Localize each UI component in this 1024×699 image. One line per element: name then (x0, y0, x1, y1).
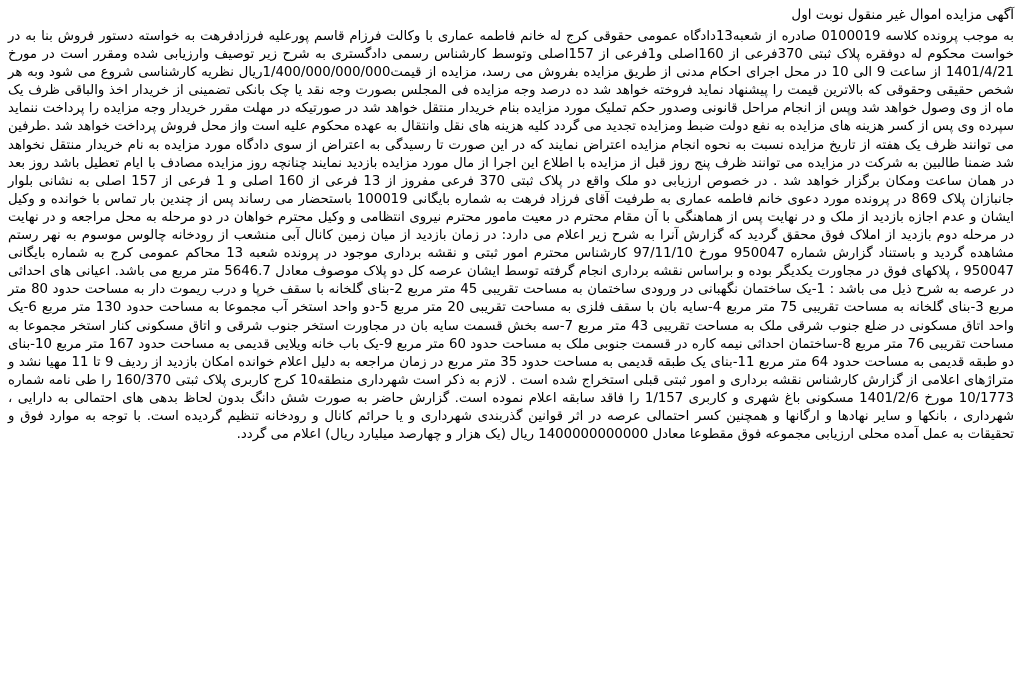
notice-body: به موجب پرونده کلاسه 0100019 صادره از شعبه13دادگاه عمومی حقوقی کرج له خانم فاطمه عماری با وکالت فرزام قاسم پورعلیه فرزادفرهت به خواسته دستور فروش بنا به در خواست محکوم له دوفقره پلاک ثبتی 370فرعی از 160اصلی و1فرعی از 157اصلی وتوسط کارشناس رسمی دادگستری به شرح زیر توصیف وارزیابی شده ومقرر است در مورخ 1401/4/21 از ساعت 9 الی 10 در محل اجرای احکام مدنی از طریق مزایده بفروش می رسد، مزایده از قیمت1/400/000/000/000ریال نظریه کارشناسی شروع می شود وبه هر شخص حقیقی وحقوقی که بالاترین قیمت را پیشنهاد نماید فروخته خواهد شد ده درصد وجه مزایده فی المجلس بصورت وجه نقد یا چک بانکی تضمینی از خریدار اخذ والباقی ظرف یک ماه از وی وصول خواهد شد وپس از انجام مراحل قانونی وصدور حکم تملیک مورد مزایده بنام خریدار منتقل خواهد شد در صورتیکه در مهلت مقرر خریدار وجه مزایده را پرداخت ننماید سپرده وی پس از کسر هزینه های مزایده به نفع دولت ضبط ومزایده تجدید می گردد کلیه هزینه های نقل وانتقال به عهده محکوم علیه است واز محل فروش پرداخت خواهد شد .طرفین می توانند ظرف یک هفته از تاریخ مزایده نسبت به نحوه انجام مزایده اعتراض نمایند که در این صورت تا رسیدگی به اعتراض از سوی دادگاه مورد مزایده به نام خریدار منتقل نخواهد شد ضمنا طالبین به شرکت در مزایده می توانند ظرف پنج روز قبل از مزایده با اطلاع این اجرا از مال مورد مزایده بازدید نمایند چنانچه روز مزایده مصادف با ایام تعطیل باشد روز بعد در همان ساعت ومکان برگزار خواهد شد . در خصوص ارزیابی دو ملک واقع در پلاک ثبتی 370 فرعی مفروز از 13 فرعی از 160 اصلی و 1 فرعی از 157 اصلی به نشانی بلوار جانبازان پلاک 869 در پرونده مورد دعوی خانم فاطمه عماری به طرفیت آقای فرزاد فرهت به شماره بایگانی 100019 باستحضار می رساند پس از چندین بار تماس با خوانده و وکیل ایشان و عدم اجازه بازدید از ملک و در نهایت پس از هماهنگی با آن مقام محترم در معیت مامور محترم نیروی انتظامی و وکیل محترم خواهان در دو مرحله به محل مراجعه و در نهایت در مرحله دوم بازدید از املاک فوق محقق گردید که گزارش آنرا به شرح زیر اعلام می دارد: در زمان بازدید از میان زمین کانال آبی منشعب از رودخانه چالوس موسوم به نهر رستم مشاهده گردید و باستناد گزارش شماره 950047 مورخ 97/11/10 کارشناس محترم امور ثبتی و نقشه برداری موجود در پرونده شعبه 13 محاکم عمومی کرج به شماره بایگانی 950047 ، پلاکهای فوق در مجاورت یکدیگر بوده و براساس نقشه برداری انجام گرفته توسط ایشان عرصه کل دو پلاک موصوف معادل 5646.7 متر مربع می باشد. اعیانی های احداثی در عرصه به شرح ذیل می باشد : 1-یک ساختمان نگهبانی در ورودی ساختمان به مساحت تقریبی 45 متر مربع 2-بنای گلخانه با سقف خرپا و درب ریموت دار به مساحت حدود 80 متر مربع 3-بنای گلخانه به مساحت تقریبی 75 متر مربع 4-سایه بان با سقف فلزی به مساحت تقریبی 20 متر مربع 5-دو واحد استخر آب مجموعا به مساحت حدود 130 متر مربع 6-یک واحد اتاق مسکونی در ضلع جنوب شرقی ملک به مساحت تقریبی 43 متر مربع 7-سه بخش قسمت سایه بان در مجاورت استخر جنوب شرقی و اتاق مسکونی کنار استخر مجموعا به مساحت تقریبی 76 متر مربع 8-ساختمان احداثی نیمه کاره در قسمت جنوبی ملک به مساحت حدود 60 متر مربع 9-یک باب خانه ویلایی قدیمی به مساحت حدود 167 متر مربع 10-بنای دو طبقه قدیمی به مساحت حدود 64 متر مربع 11-بنای یک طبقه قدیمی به مساحت حدود 35 متر مربع در زمان مراجعه به دلیل اعلام خوانده امکان بازدید از ردیف 9 تا 11 مهیا نشد و متراژهای اعلامی از گزارش کارشناس نقشه برداری و امور ثبتی قبلی استخراج شده است . لازم به ذکر است شهرداری منطقه10 کرج کاربری پلاک ثبتی 160/370 را طی نامه شماره 10/1773 مورخ 1401/2/6 مسکونی باغ شهری و کاربری 1/157 را فاقد سابقه اعلام نموده است. گزارش حاضر به صورت شش دانگ بدون لحاظ بدهی های احتمالی به دارایی ، شهرداری ، بانکها و سایر نهادها و ارگانها و همچنین کسر احتمالی عرصه در اثر قوانین گذربندی شهرداری و یا حرائم کانال و رودخانه تنظیم گردیده است. با توجه به موارد فوق و تحقیقات به عمل آمده محلی ارزیابی مجموعه فوق مقطوعا معادل 1400000000000 ریال (یک هزار و چهارصد میلیارد ریال) اعلام می گردد. (8, 29, 1015, 443)
notice-title: آگهی مزایده اموال غیر منقول نوبت اول (791, 7, 1014, 23)
